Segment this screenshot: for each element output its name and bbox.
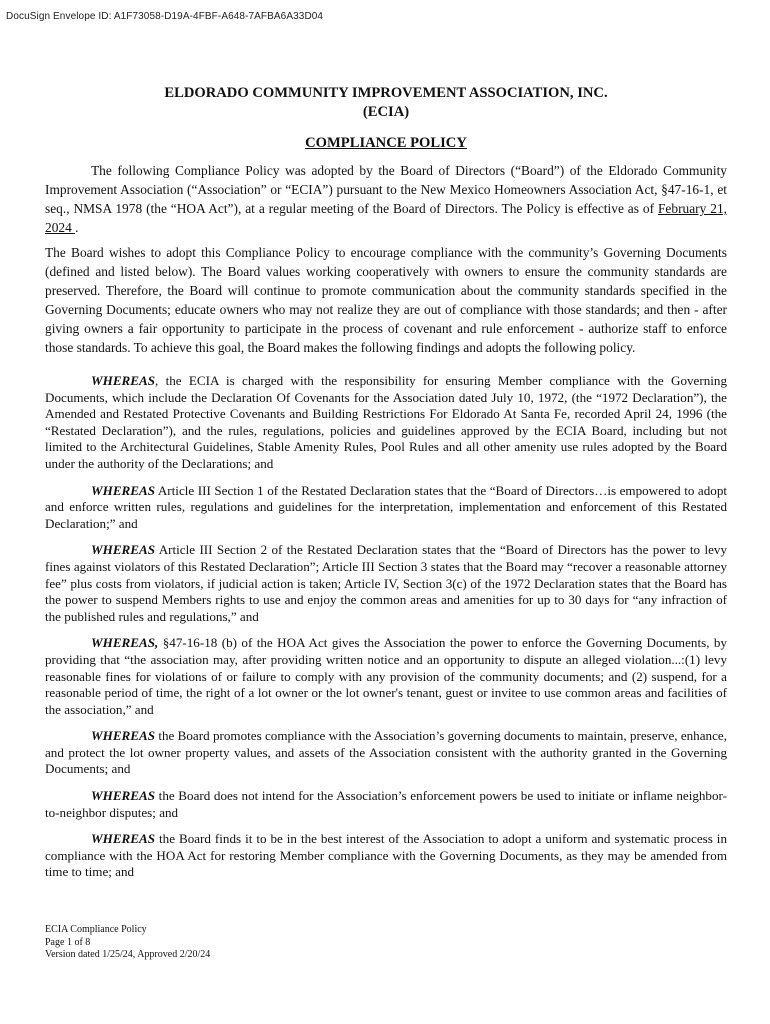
whereas-text: Article III Section 1 of the Restated Declaration states that the “Board of Directors…is empowered to adopt and enforce written rules, regulations and guidelines for the interpretation, implementation and enforcement of this Restated Declaration;” and [45,482,727,531]
whereas-clause [45,373,727,473]
intro-paragraph [45,161,727,237]
document-page [45,84,727,881]
document-subtitle: (ECIA) [362,104,410,120]
intro-text: The following Compliance Policy was adopted by the Board of Directors (“Board”) of the Eldorado Community Improvement Association (“Association” or “ECIA”) pursuant to the New Mexico Homeowners Association Act, §47-16-1, et seq., NMSA 1978 (the “HOA Act”), at a regular meeting of the Board of Directors. The Policy is effective as of [45,163,727,216]
whereas-clause [45,831,727,881]
whereas-clause [45,728,727,778]
effective-date: February 21, 2024 [45,201,727,235]
whereas-text: the Board promotes compliance with the Association’s governing documents to maintain, preserve, enhance, and protect the lot owner property values, and assets of the Association consistent with the authority granted in the Governing Documents; and [45,728,727,777]
footer-doc-name: ECIA Compliance Policy [45,924,147,935]
footer-version: Version dated 1/25/24, Approved 2/20/24 [45,949,211,960]
whereas-lead: WHEREAS [91,542,156,558]
purpose-paragraph: The Board wishes to adopt this Compliance Policy to encourage compliance with the community’s Governing Documents (defined and listed below). The Board values working cooperatively with owners to ensure the community standards are preserved. Therefore, the Board will continue to promote communication about the community standards specified in the Governing Documents; educate owners who may not realize they are out of compliance with those standards; and then - after giving owners a fair opportunity to participate in the process of covenant and rule enforcement - authorize staff to enforce those standards. To achieve this goal, the Board makes the following findings and adopts the following policy. [45,245,727,355]
whereas-clause [45,542,727,625]
whereas-lead: WHEREAS [91,482,156,498]
footer-page-number: Page 1 of 8 [45,936,91,948]
whereas-text: the Board finds it to be in the best interest of the Association to adopt a uniform and systematic process in compliance with the HOA Act for restoring Member compliance with the Governing Documents, as they may be amended from time to time; and [45,831,727,880]
whereas-lead: WHEREAS [91,728,156,744]
whereas-lead: WHEREAS [91,788,156,804]
whereas-text: , the ECIA is charged with the responsibility for ensuring Member compliance with the Governing Documents, which include the Declaration Of Covenants for the Association dated July 10, 1972, (the “1972 Declaration”), the Amended and Restated Protective Covenants and Building Restrictions For Eldorado At Santa Fe, recorded April 24, 1996 (the “Restated Declaration”), and the rules, regulations, policies and guidelines approved by the ECIA Board, including but not limited to the Architectural Guidelines, Stable Amenity Rules, Pool Rules and all other amenity use rules adopted by the Board under the authority of the Declarations; and [45,373,727,471]
whereas-clause [45,635,727,718]
page-footer [45,924,210,962]
whereas-clause [45,788,727,821]
whereas-lead: WHEREAS [91,373,156,388]
whereas-clause [45,483,727,533]
policy-heading: COMPLIANCE POLICY [305,135,467,151]
whereas-text: Article III Section 2 of the Restated Declaration states that the “Board of Directors has the power to levy fines against violators of this Restated Declaration”; Article III Section 3 states that the Board may “recover a reasonable attorney fee” plus costs from violators, if judicial action is taken; Article IV, Section 3(c) of the 1972 Declaration states that the Board has the power to suspend Members rights to use and enjoy the common areas and amenities for up to 30 days for “any infraction of the published rules and regulations,” and [45,542,727,624]
intro-end: . [75,220,79,235]
docusign-envelope-id: DocuSign Envelope ID: A1F73058-D19A-4FBF-A648-7AFBA6A33D04 [6,11,324,22]
whereas-lead: WHEREAS [91,831,156,847]
whereas-lead: WHEREAS, [91,635,159,651]
whereas-text: §47-16-18 (b) of the HOA Act gives the Association the power to enforce the Governing Documents, by providing that “the association may, after providing written notice and an opportunity to dispute an alleged violation...:(1) levy reasonable fines for violations of or failure to comply with any provision of the community documents; and (2) suspend, for a reasonable period of time, the right of a lot owner or the lot owner's tenant, guest or invitee to use common areas and facilities of the association,” and [45,635,727,717]
whereas-text: the Board does not intend for the Association’s enforcement powers be used to initiate or inflame neighbor-to-neighbor disputes; and [45,788,727,820]
document-title: ELDORADO COMMUNITY IMPROVEMENT ASSOCIATION, INC. [164,85,608,101]
